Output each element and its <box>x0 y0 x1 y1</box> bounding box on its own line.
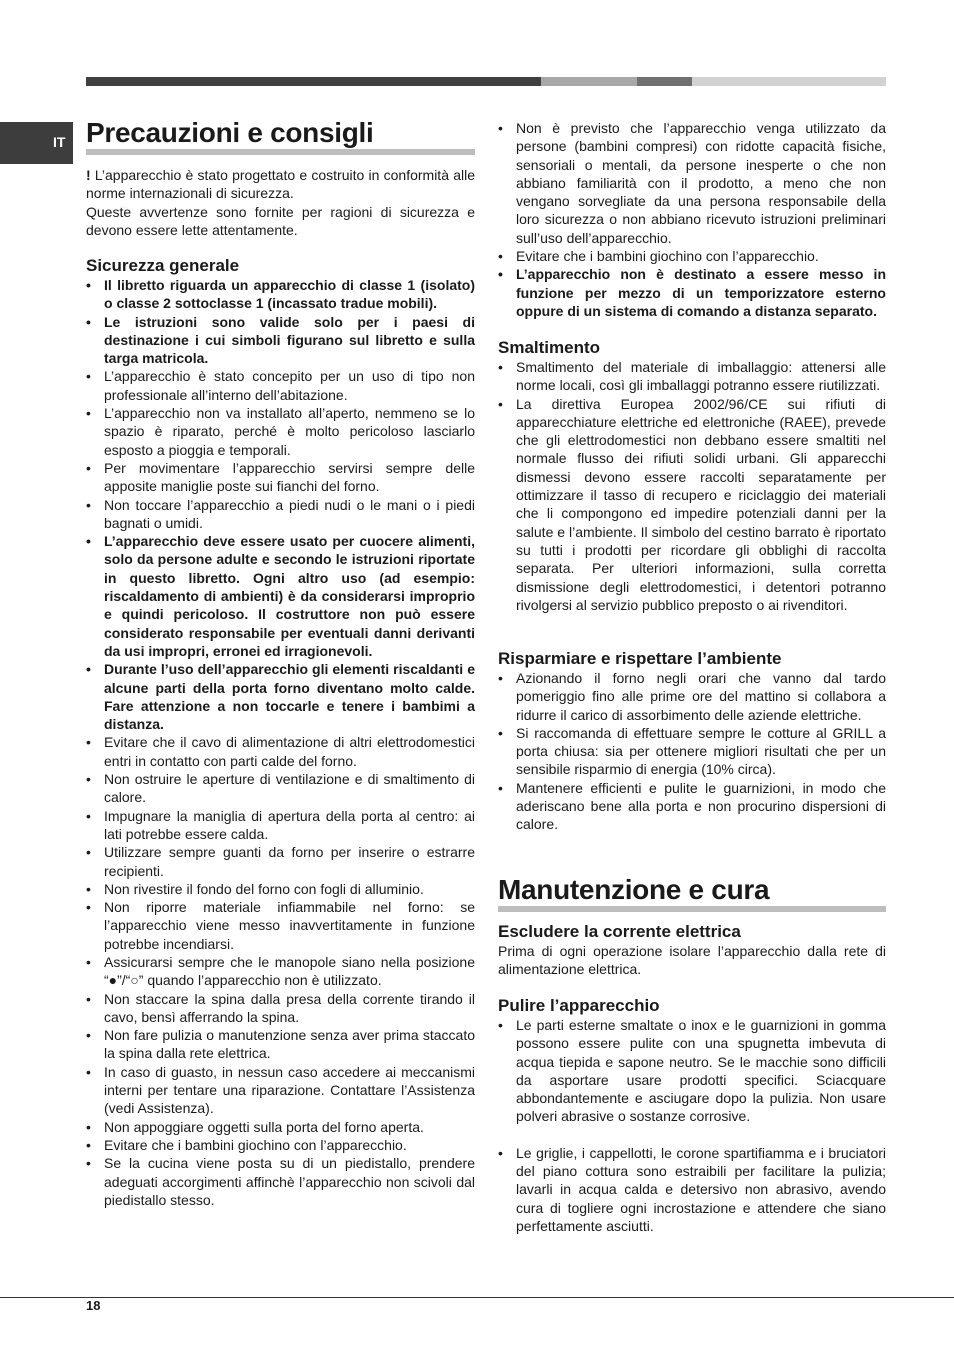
pulire-list <box>498 1016 886 1235</box>
list-item: • Non è previsto che l’apparecchio venga utilizzato da persone (bambini compresi) con ridotte capacità fisiche, sensoriali o mentali, da persone inesperte o che non abbiano familiarità con il prodotto, a meno che non vengano sorvegliate da una persona responsabile della loro sicurezza o non abbiano ricevuto istruzioni preliminari sull’uso dell’apparecchio. <box>498 119 886 247</box>
list-item: • Durante l’uso dell’apparecchio gli elementi riscaldanti e alcune parti della porta forno diventano molto calde. Fare attenzione a non toccarle e tenere i bambimi a distanza. <box>86 660 475 733</box>
list-item: • Mantenere efficienti e pulite le guarnizioni, in modo che aderiscano bene alla porta e non procurino dispersioni di calore. <box>498 779 886 834</box>
section-title-smaltimento: Smaltimento <box>498 338 601 357</box>
list-item: • Se la cucina viene posta su di un piedistallo, prendere adeguati accorgimenti affinchè l’apparecchio non scivoli dal piedistallo stesso. <box>86 1154 475 1209</box>
page-title: Precauzioni e consigli <box>86 117 475 155</box>
intro-paragraph <box>86 166 475 203</box>
list-item: • Non appoggiare oggetti sulla porta del forno aperta. <box>86 1118 475 1136</box>
section-title-escludere: Escludere la corrente elettrica <box>498 922 741 941</box>
risparmio-list <box>498 669 886 834</box>
list-item: • Non riporre materiale infiammabile nel forno: se l’apparecchio viene messo inavvertitamente in funzione potrebbe incendiarsi. <box>86 898 475 953</box>
list-item: • Azionando il forno negli orari che vanno dal tardo pomeriggio fino alle prime ore del mattino si collabora a ridurre il carico di assorbimento delle aziende elettriche. <box>498 669 886 724</box>
language-tab-label: IT <box>53 134 66 150</box>
safety-list <box>86 276 475 1209</box>
list-item: • La direttiva Europea 2002/96/CE sui rifiuti di apparecchiature elettriche ed elettroniche (RAEE), prevede che gli elettrodomestici non debbano essere smaltiti nel normale flusso dei rifiuti solidi urbani. Gli apparecchi dismessi devono essere raccolti separatamente per ottimizzare il tasso di recupero e riciclaggio dei materiali che li compongono ed impedire potenziali danni per la salute e l’ambiente. Il simbolo del cestino barrato è riportato su tutti i prodotti per ricordare gli obblighi di raccolta separata. Per ulteriori informazioni, sulla corretta dismissione degli elettrodomestici, i detentori potranno rivolgersi al servizio pubblico preposto o ai rivenditori. <box>498 395 886 615</box>
list-item: • L’apparecchio non è destinato a essere messo in funzione per mezzo di un temporizzatore esterno oppure di un sistema di comando a distanza separato. <box>498 265 886 320</box>
smaltimento-list <box>498 358 886 614</box>
list-item: • Evitare che i bambini giochino con l’apparecchio. <box>498 247 886 265</box>
list-item: • Smaltimento del materiale di imballaggio: attenersi alle norme locali, così gli imballaggi potranno essere riutilizzati. <box>498 358 886 395</box>
list-item: • L’apparecchio è stato concepito per un uso di tipo non professionale all’interno dell’abitazione. <box>86 367 475 404</box>
section-title-risparmio: Risparmiare e rispettare l’ambiente <box>498 649 782 668</box>
list-item: • Il libretto riguarda un apparecchio di classe 1 (isolato) o classe 2 sottoclasse 1 (incassato tradue mobili). <box>86 276 475 313</box>
section-title-pulire: Pulire l’apparecchio <box>498 996 660 1015</box>
list-item: • L’apparecchio deve essere usato per cuocere alimenti, solo da persone adulte e secondo le istruzioni riportate in questo libretto. Ogni altro uso (ad esempio: riscaldamento di ambienti) è da considerarsi improprio e quindi pericoloso. Il costruttore non può essere considerato responsabile per eventuali danni derivanti da usi impropri, erronei ed irragionevoli. <box>86 532 475 660</box>
language-tab <box>0 122 73 164</box>
footer-rule <box>0 1297 954 1298</box>
list-item: • Evitare che il cavo di alimentazione di altri elettrodomestici entri in contatto con parti calde del forno. <box>86 733 475 770</box>
header-bar-segment <box>541 77 637 86</box>
header-color-bar <box>86 77 886 86</box>
safety-list-continued <box>498 119 886 320</box>
list-item: • L’apparecchio non va installato all’aperto, nemmeno se lo spazio è riparato, perché è molto pericoloso lasciarlo esposto a pioggia e temporali. <box>86 404 475 459</box>
header-bar-segment <box>86 77 541 86</box>
intro-text-1: L’apparecchio è stato progettato e costruito in conformità alle norme internazionali di sicurezza. <box>86 167 475 202</box>
list-item: • Si raccomanda di effettuare sempre le cotture al GRILL a porta chiusa: sia per ottenere migliori risultati che per un sensibile risparmio di energia (10% circa). <box>498 724 886 779</box>
header-bar-segment <box>637 77 692 86</box>
intro-paragraph-2: Queste avvertenze sono fornite per ragioni di sicurezza e devono essere lette attentamente. <box>86 204 475 239</box>
list-item: • Non staccare la spina dalla presa della corrente tirando il cavo, bensì afferrando la spina. <box>86 990 475 1027</box>
section-title-sicurezza: Sicurezza generale <box>86 256 240 275</box>
page-number: 18 <box>86 1298 101 1313</box>
list-item: • Assicurarsi sempre che le manopole siano nella posizione “●”/“○” quando l’apparecchio non è utilizzato. <box>86 953 475 990</box>
list-item: • In caso di guasto, in nessun caso accedere ai meccanismi interni per tentare una riparazione. Contattare l’Assistenza (vedi Assistenza). <box>86 1063 475 1118</box>
list-item: • Impugnare la maniglia di apertura della porta al centro: ai lati potrebbe essere calda. <box>86 807 475 844</box>
warning-mark: ! <box>86 167 91 183</box>
list-item: • Non toccare l’apparecchio a piedi nudi o le mani o i piedi bagnati o umidi. <box>86 496 475 533</box>
section-title-manutenzione: Manutenzione e cura <box>498 874 886 912</box>
list-item: • Le istruzioni sono valide solo per i paesi di destinazione i cui simboli figurano sul libretto e sulla targa matricola. <box>86 313 475 368</box>
list-item: • Le griglie, i cappellotti, le corone spartifiamma e i bruciatori del piano cottura sono estraibili per facilitare la pulizia; lavarli in acqua calda e detersivo non abrasivo, avendo cura di togliere ogni incrostazione e attendere che siano perfettamente asciutti. <box>498 1144 886 1235</box>
list-item: • Le parti esterne smaltate o inox e le guarnizioni in gomma possono essere pulite con una spugnetta imbevuta di acqua tiepida e sapone neutro. Se le macchie sono difficili da asportare usare prodotti specifici. Sciacquare abbondantemente e asciugare dopo la pulizia. Non usare polveri abrasive o sostanze corrosive. <box>498 1016 886 1126</box>
list-item: • Utilizzare sempre guanti da forno per inserire o estrarre recipienti. <box>86 843 475 880</box>
header-bar-segment <box>692 77 886 86</box>
list-item: • Non ostruire le aperture di ventilazione e di smaltimento di calore. <box>86 770 475 807</box>
list-item: • Evitare che i bambini giochino con l’apparecchio. <box>86 1136 475 1154</box>
list-item: • Non fare pulizia o manutenzione senza aver prima staccato la spina dalla rete elettrica. <box>86 1026 475 1063</box>
list-item: • Per movimentare l’apparecchio servirsi sempre delle apposite maniglie poste sui fianchi del forno. <box>86 459 475 496</box>
escludere-paragraph: Prima di ogni operazione isolare l’apparecchio dalla rete di alimentazione elettrica. <box>498 943 886 978</box>
list-item: • Non rivestire il fondo del forno con fogli di alluminio. <box>86 880 475 898</box>
